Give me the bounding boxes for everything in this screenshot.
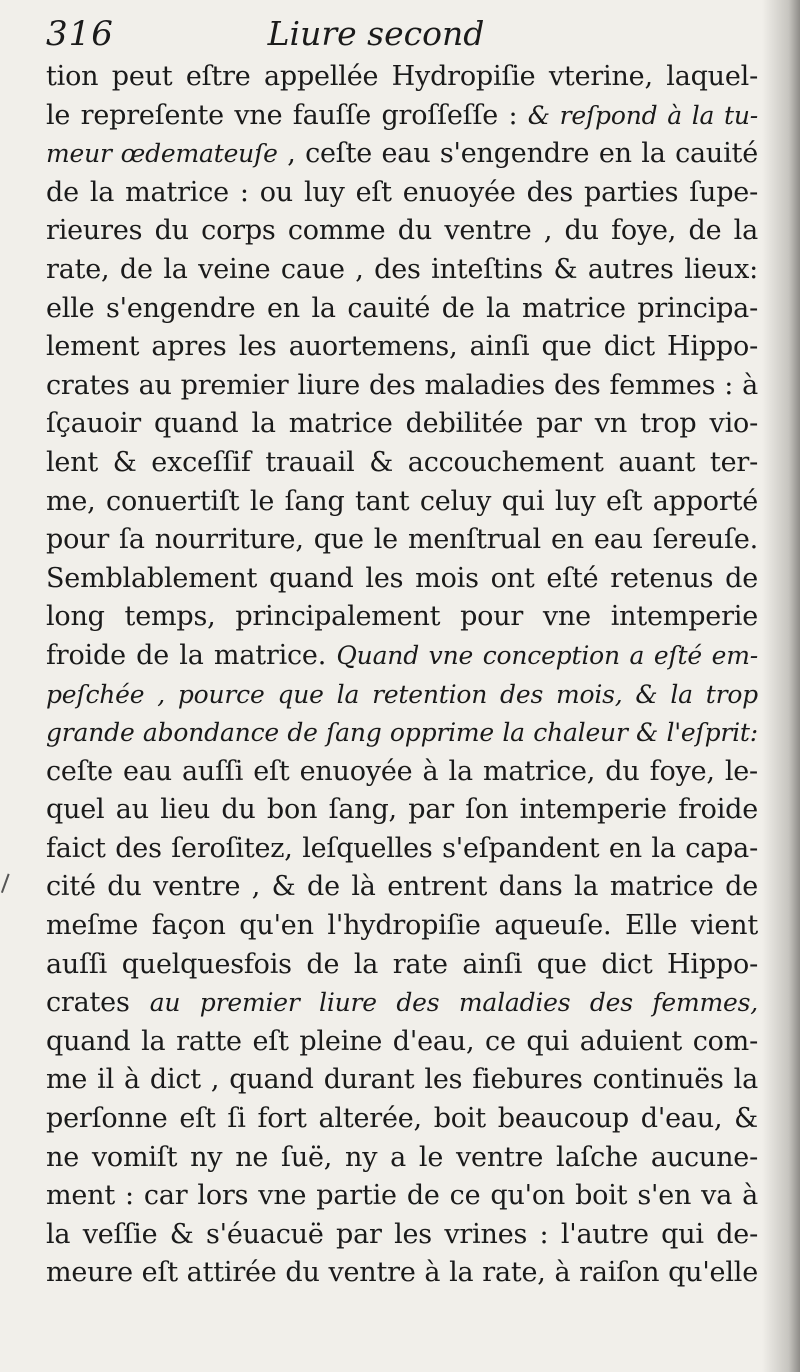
text-line (46, 405, 758, 444)
text-line (46, 483, 758, 522)
text-segment: me il à dict , quand durant les fiebures continuës la (46, 1064, 758, 1096)
text-segment: meure eſt attirée du ventre à la rate, à raiſon qu'elle (46, 1257, 758, 1289)
text-line (46, 907, 758, 946)
text-segment: ne vomiſt ny ne ſuë, ny a le ventre laſche aucune- (46, 1141, 758, 1173)
italic-segment: grande abondance de ſang opprime la chaleur & l'eſprit: (46, 718, 758, 748)
text-line (46, 1023, 758, 1062)
text-line (46, 714, 758, 753)
text-segment: de la matrice : ou luy eſt enuoyée des parties ſupe- (46, 176, 758, 208)
margin-mark (1, 874, 19, 897)
text-line (46, 946, 758, 985)
text-segment: pour ſa nourriture, que le menſtrual en eau ſereuſe. (46, 524, 758, 556)
text-line (46, 598, 758, 637)
text-line (46, 753, 758, 792)
text-segment: elle s'engendre en la cauité de la matrice principa- (46, 292, 758, 324)
text-line (46, 1177, 758, 1216)
page-header (46, 10, 706, 58)
text-line (46, 212, 758, 251)
text-line (46, 637, 758, 676)
text-line (46, 444, 758, 483)
text-segment: rate, de la veine caue , des inteſtins & autres lieux: (46, 253, 758, 285)
text-line (46, 328, 758, 367)
text-segment: crates (46, 987, 150, 1019)
text-segment: froide de la matrice. (46, 639, 337, 671)
text-line (46, 1139, 758, 1178)
text-line (46, 1061, 758, 1100)
text-segment: long temps, principalement pour vne intemperie (46, 601, 758, 633)
text-segment: le repreſente vne fauſſe groſſeſſe : (46, 99, 528, 131)
text-segment: lement apres les auortemens, ainſi que dict Hippo- (46, 331, 758, 363)
text-segment: Semblablement quand les mois ont eſté retenus de (46, 562, 758, 594)
text-line (46, 521, 758, 560)
italic-segment: au premier liure des maladies des femmes, (149, 988, 758, 1018)
page-number: 316 (46, 14, 114, 54)
italic-segment: & reſpond à la tu- (527, 100, 758, 130)
text-segment: rieures du corps comme du ventre , du foye, de la (46, 215, 758, 247)
text-line (46, 135, 758, 174)
italic-segment: peſchée , pource que la retention des mois, & la trop (46, 679, 758, 709)
text-segment: quel au lieu du bon ſang, par ſon intemperie froide (46, 794, 758, 826)
italic-segment: Quand vne conception a eſté em- (336, 640, 758, 670)
text-line (46, 290, 758, 329)
text-segment: perſonne eſt ſi fort alterée, boit beaucoup d'eau, & (46, 1103, 758, 1135)
text-segment: ment : car lors vne partie de ce qu'on boit s'en va à (46, 1180, 758, 1212)
text-line (46, 367, 758, 406)
text-segment: auſſi quelquesfois de la rate ainſi que dict Hippo- (46, 948, 758, 980)
text-line (46, 676, 758, 715)
text-line (46, 97, 758, 136)
text-segment: la veſſie & s'éuacuë par les vrines : l'autre qui de- (46, 1218, 758, 1250)
text-line (46, 174, 758, 213)
text-segment: crates au premier liure des maladies des femmes : à (46, 369, 758, 401)
text-segment: faict des ſeroſitez, leſquelles s'eſpandent en la capa- (46, 832, 758, 864)
text-line (46, 791, 758, 830)
text-segment: , ceſte eau s'engendre en la cauité (277, 138, 758, 170)
text-segment: me, conuertiſt le ſang tant celuy qui luy eſt apporté (46, 485, 758, 517)
text-line (46, 560, 758, 599)
text-segment: ceſte eau auſſi eſt enuoyée à la matrice, du foye, le- (46, 755, 758, 787)
text-line (46, 1100, 758, 1139)
text-segment: meſme façon qu'en l'hydropiſie aqueuſe. Elle vient (46, 910, 758, 942)
text-line (46, 984, 758, 1023)
text-line (46, 830, 758, 869)
text-line (46, 1254, 758, 1293)
text-segment: ſçauoir quand la matrice debilitée par vn trop vio- (46, 408, 758, 440)
text-segment: lent & exceſſif trauail & accouchement auant ter- (46, 446, 758, 478)
body-text (46, 58, 758, 1293)
text-segment: cité du ventre , & de là entrent dans la matrice de (46, 871, 758, 903)
italic-segment: meur œdemateuſe (46, 139, 278, 169)
page-gutter-shadow (762, 0, 800, 1372)
text-line (46, 251, 758, 290)
running-title: Liure second (267, 14, 485, 53)
text-segment: tion peut eſtre appellée Hydropiſie vterine, laquel- (46, 61, 758, 92)
text-line (46, 1216, 758, 1255)
text-line (46, 58, 758, 97)
text-segment: quand la ratte eſt pleine d'eau, ce qui aduient com- (46, 1025, 758, 1057)
text-line (46, 868, 758, 907)
